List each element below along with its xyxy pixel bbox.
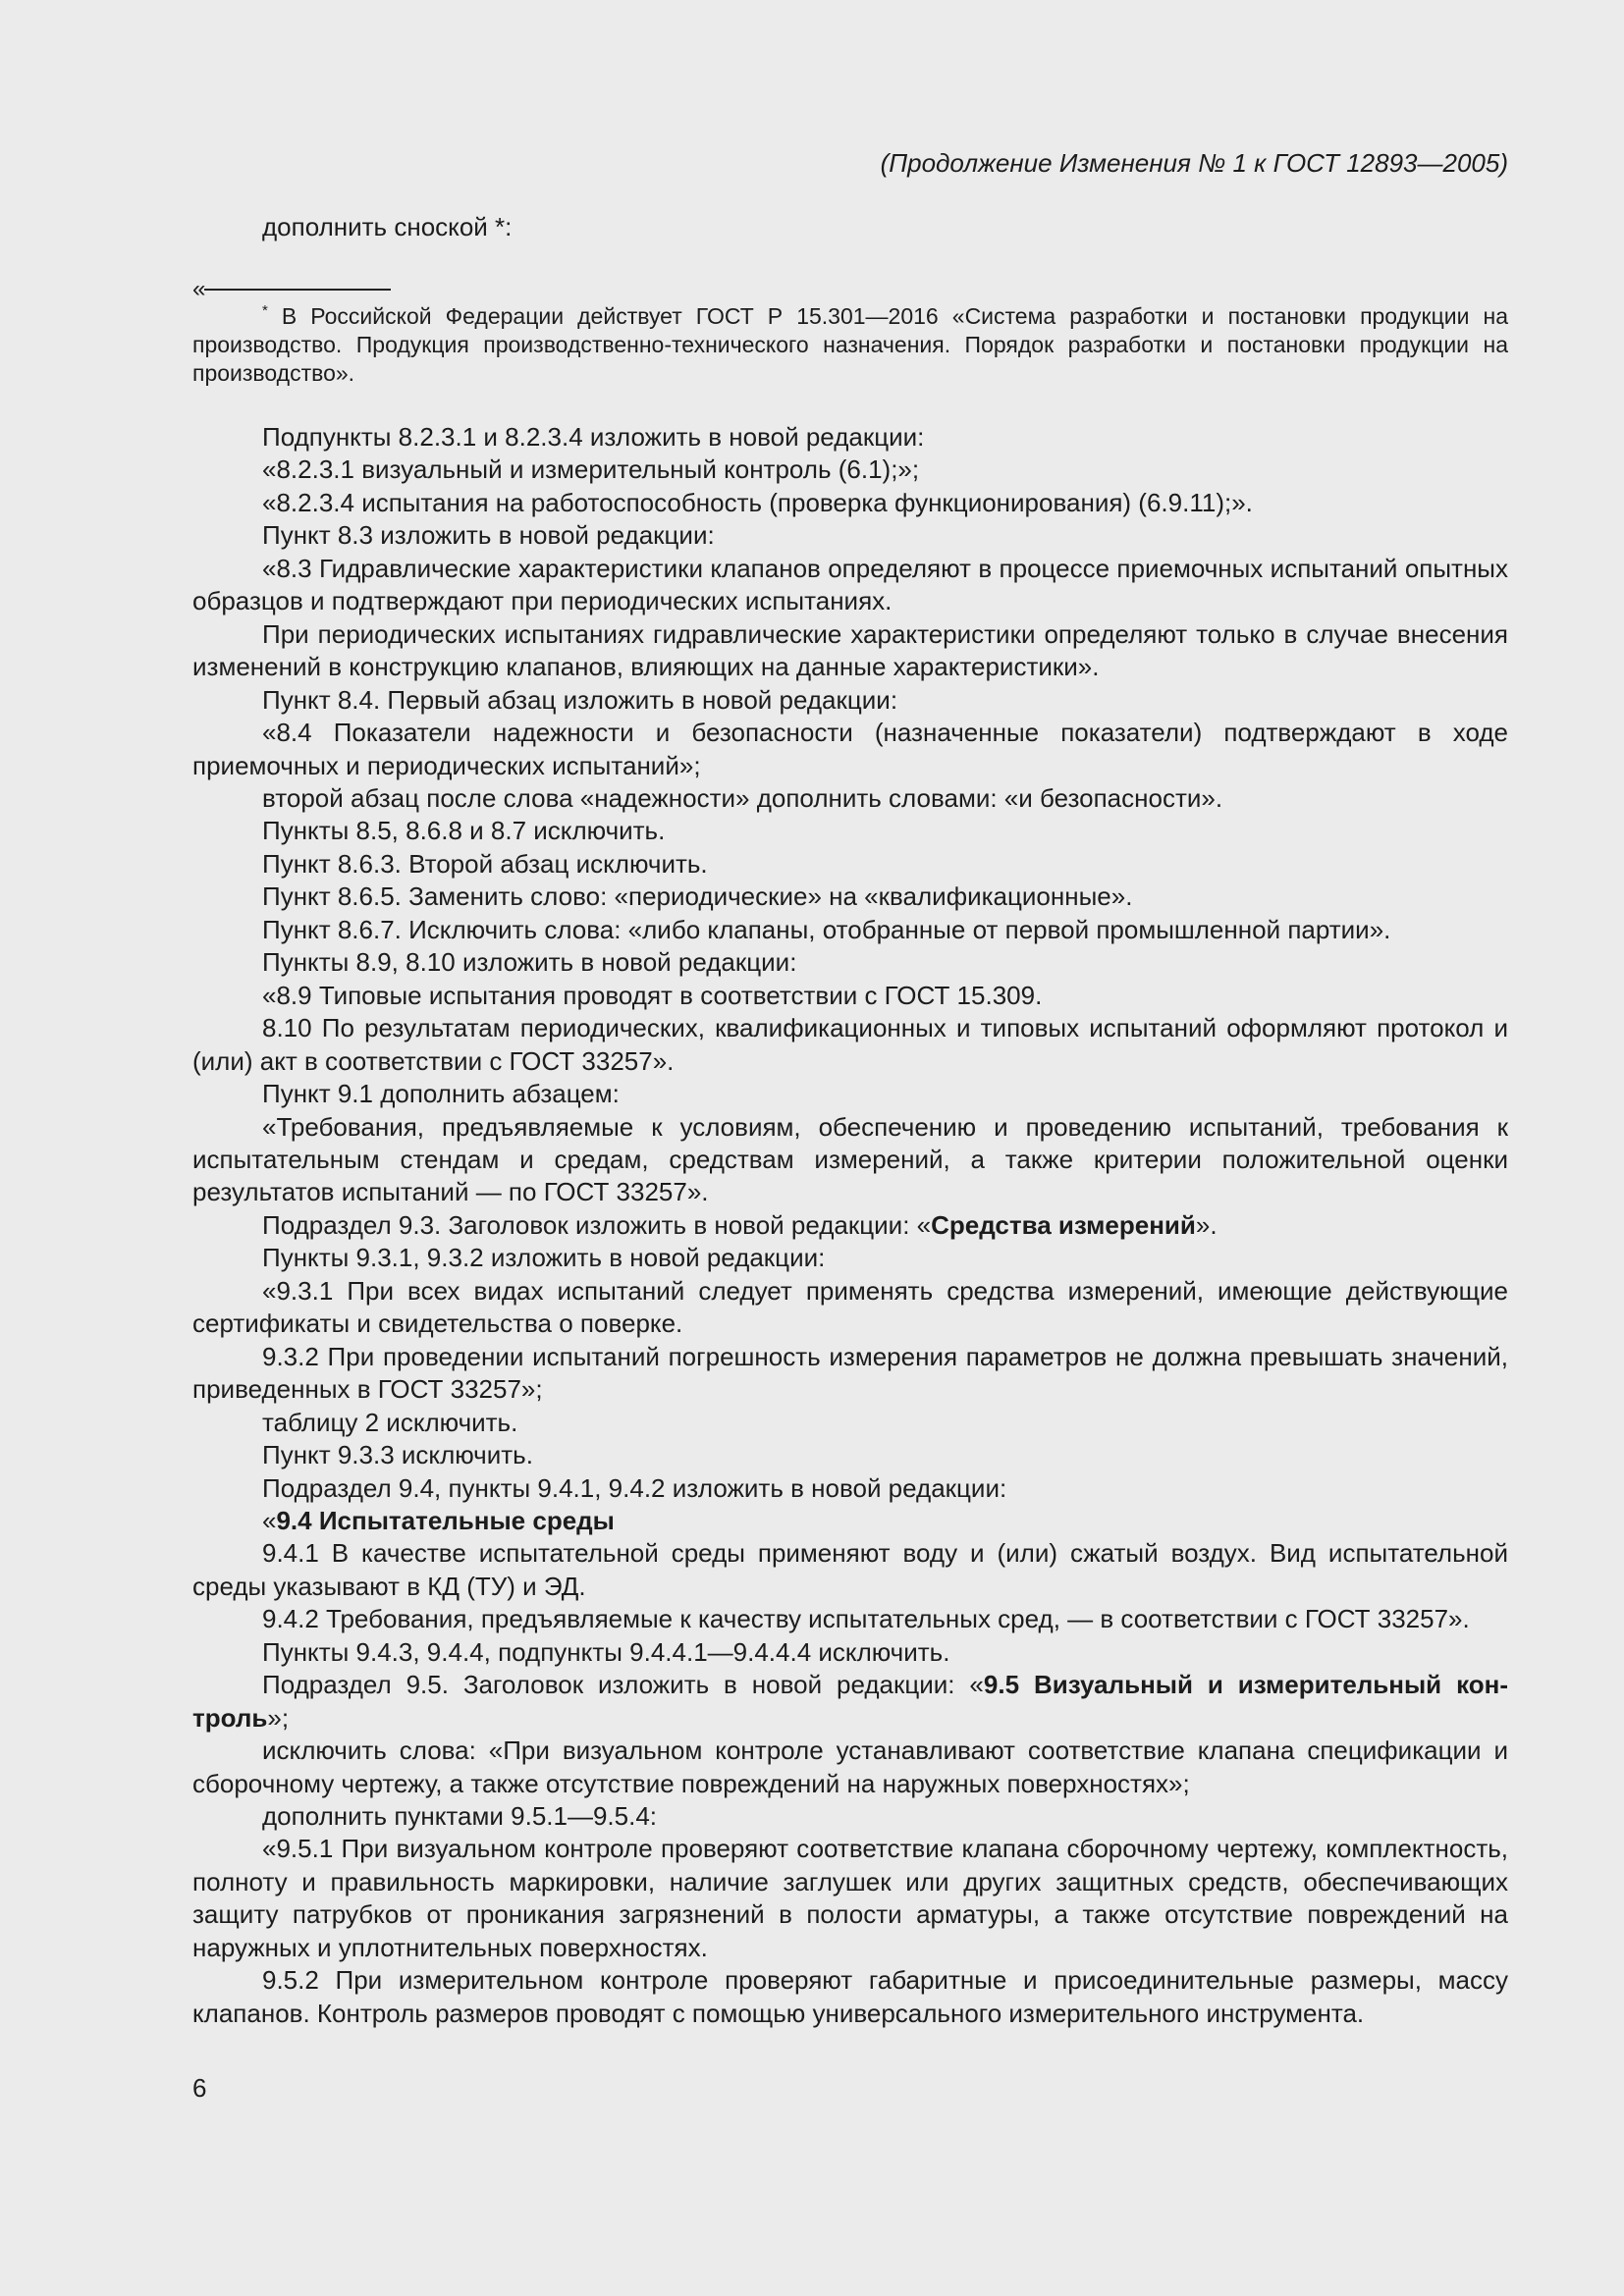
- paragraph: Пункты 8.5, 8.6.8 и 8.7 исключить.: [262, 816, 666, 846]
- intro-line: дополнить сноской *:: [262, 212, 513, 241]
- paragraph: «9.5.1 При визуальном контроле проверяют соответствие клапана сборочному чертежу, комплектность, полноту и правильность маркировки, наличие заглушек или других защитных средств, обеспечивающих защиту патрубков от проникания загрязнений в полости арматуры, а также отсутствие повреждений на наружных и уплотнительных поверхностях.: [192, 1834, 1508, 1962]
- paragraph: дополнить пунктами 9.5.1—9.5.4:: [262, 1801, 658, 1832]
- paragraph: При периодических испытаниях гидравлические характеристики определяют только в случае внесения изменений в конструкцию клапанов, влияющих на данные характеристики».: [192, 618, 1508, 682]
- footnote-separator-line: [204, 289, 391, 291]
- document-body: [192, 421, 1508, 2030]
- page-header: (Продолжение Изменения № 1 к ГОСТ 12893—2005): [880, 148, 1508, 178]
- paragraph: 9.4.2 Требования, предъявляемые к качеству испытательных сред, — в соответствии с ГОСТ 33257».: [262, 1604, 1470, 1634]
- paragraph: [192, 1505, 1508, 1537]
- paragraph: Пункт 8.3 изложить в новой редакции:: [262, 520, 715, 551]
- paragraph: Пункты 9.3.1, 9.3.2 изложить в новой редакции:: [262, 1243, 826, 1273]
- paragraph: Пункт 8.6.3. Второй абзац исключить.: [262, 848, 708, 879]
- paragraph: 9.5.2 При измерительном контроле проверяют габаритные и присоединительные размеры, массу клапанов. Контроль размеров проводят с помощью универсального измерительного инструмента.: [192, 1965, 1508, 2028]
- paragraph: «9.3.1 При всех видах испытаний следует применять средства измерений, имеющие действующие сертификаты и свидетельства о поверке.: [192, 1275, 1508, 1339]
- paragraph: 9.3.2 При проведении испытаний погрешность измерения параметров не должна превышать значений, приведенных в ГОСТ 33257»;: [192, 1341, 1508, 1405]
- footnote-marker: *: [262, 302, 268, 319]
- paragraph-text: ».: [1195, 1209, 1218, 1240]
- heading-bold: Средства измерений: [931, 1209, 1196, 1240]
- paragraph: Пункт 8.4. Первый абзац изложить в новой редакции:: [262, 684, 898, 715]
- paragraph: [192, 1669, 1508, 1735]
- paragraph: «8.9 Типовые испытания проводят в соответствии с ГОСТ 15.309.: [262, 980, 1043, 1010]
- footnote-opening-quote: «: [192, 276, 206, 302]
- paragraph: «8.2.3.4 испытания на работоспособность (проверка функционирования) (6.9.11);».: [262, 487, 1253, 517]
- paragraph: второй абзац после слова «надежности» дополнить словами: «и безопасности».: [262, 782, 1223, 813]
- footnote-text: В Российской Федерации действует ГОСТ Р 15.301—2016 «Система разработки и постановки продукции на производство. Продукция производственно-технического назначения. Порядок разработки и постановки продукции на производство».: [192, 303, 1508, 386]
- paragraph: 8.10 По результатам периодических, квалификационных и типовых испытаний оформляют протокол и (или) акт в соответствии с ГОСТ 33257».: [192, 1013, 1508, 1076]
- paragraph: таблицу 2 исключить.: [262, 1407, 518, 1437]
- heading-bold: 9.4 Испытательные среды: [276, 1505, 615, 1535]
- paragraph: Пункты 9.4.3, 9.4.4, подпункты 9.4.4.1—9.4.4.4 исключить.: [262, 1636, 950, 1667]
- paragraph: Пункт 8.6.5. Заменить слово: «периодические» на «квалификационные».: [262, 881, 1133, 912]
- paragraph: Пункт 8.6.7. Исключить слова: «либо клапаны, отобранные от первой промышленной партии».: [262, 914, 1391, 944]
- paragraph: «Требования, предъявляемые к условиям, обеспечению и проведению испытаний, требования к испытательным стендам и средам, средствам измерений, а также критерии положительной оценки результатов испытаний — по ГОСТ 33257».: [192, 1111, 1508, 1207]
- paragraph-text: »;: [267, 1702, 290, 1733]
- paragraph: Пункт 9.3.3 исключить.: [262, 1440, 533, 1470]
- page-number: 6: [192, 2073, 207, 2103]
- paragraph: Подпункты 8.2.3.1 и 8.2.3.4 изложить в новой редакции:: [262, 422, 925, 452]
- paragraph: «8.3 Гидравлические характеристики клапанов определяют в процессе приемочных испытаний опытных образцов и подтверждают при периодических испытаниях.: [192, 553, 1508, 616]
- paragraph-text: Подраздел 9.3. Заголовок изложить в новой редакции: «: [262, 1209, 932, 1240]
- paragraph: «8.2.3.1 визуальный и измерительный контроль (6.1);»;: [262, 454, 920, 485]
- paragraph: Подраздел 9.4, пункты 9.4.1, 9.4.2 изложить в новой редакции:: [262, 1472, 1007, 1503]
- paragraph-text: «: [262, 1505, 277, 1535]
- paragraph: «8.4 Показатели надежности и безопасности (назначенные показатели) подтверждают в ходе приемочных и периодических испытаний»;: [192, 718, 1508, 780]
- paragraph: [192, 1209, 1508, 1242]
- paragraph-text: Подраздел 9.5. Заголовок изложить в новой редакции: «: [262, 1670, 984, 1700]
- paragraph: Пункты 8.9, 8.10 изложить в новой редакции:: [262, 947, 797, 978]
- footnote: [192, 302, 1508, 388]
- paragraph: 9.4.1 В качестве испытательной среды применяют воду и (или) сжатый воздух. Вид испытательной среды указывают в КД (ТУ) и ЭД.: [192, 1538, 1508, 1601]
- paragraph: Пункт 9.1 дополнить абзацем:: [262, 1079, 620, 1109]
- heading-bold: 9.5 Визуальный и измерительный контроль: [192, 1670, 1509, 1733]
- paragraph: исключить слова: «При визуальном контроле устанавливают соответствие клапана спецификации и сборочному чертежу, а также отсутствие повреждений на наружных поверхностях»;: [192, 1735, 1508, 1798]
